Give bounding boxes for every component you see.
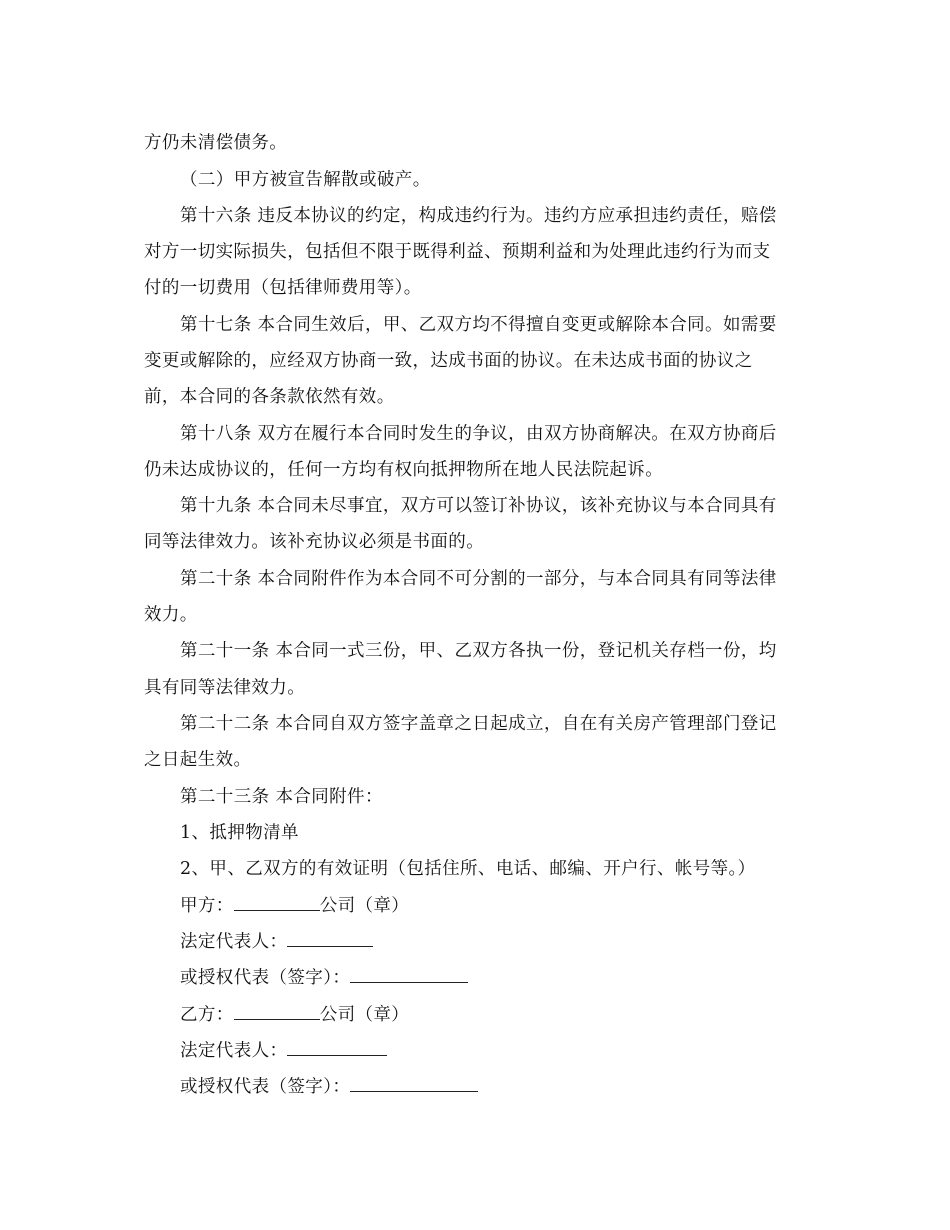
article-19: 第十九条 本合同未尽事宜，双方可以签订补协议，该补充协议与本合同具有: [180, 496, 777, 516]
party-a-suffix: 公司（章）: [319, 896, 410, 916]
article-16: 第十六条 违反本协议的约定，构成违约行为。违约方应承担违约责任，赔偿: [180, 206, 777, 226]
party-b-rep-label: 法定代表人：: [180, 1041, 288, 1061]
text-line: （二）甲方被宣告解散或破产。: [180, 170, 431, 190]
article-23: 第二十三条 本合同附件：: [180, 787, 383, 807]
party-a-rep-label: 法定代表人：: [180, 932, 288, 952]
text-line: 具有同等法律效力。: [144, 678, 306, 698]
party-a-rep-blank[interactable]: [287, 930, 373, 947]
text-line: 之日起生效。: [144, 750, 252, 770]
article-17: 第十七条 本合同生效后，甲、乙双方均不得擅自变更或解除本合同。如需要: [180, 315, 777, 335]
party-a-auth-label: 或授权代表（签字）：: [180, 968, 351, 988]
party-a-auth-line: [180, 966, 468, 990]
party-b-rep-line: [180, 1039, 387, 1063]
article-18: 第十八条 双方在履行本合同时发生的争议，由双方协商解决。在双方协商后: [180, 424, 777, 444]
attachment-item-2: 2、甲、乙双方的有效证明（包括住所、电话、邮编、开户行、帐号等。）: [180, 859, 756, 879]
party-b-rep-blank[interactable]: [287, 1039, 387, 1056]
party-a-auth-blank[interactable]: [350, 966, 468, 983]
party-b-name-blank[interactable]: [234, 1003, 320, 1020]
party-b-auth-line: [180, 1075, 478, 1099]
party-b-label: 乙方：: [180, 1005, 234, 1025]
text-line: 变更或解除的，应经双方协商一致，达成书面的协议。在未达成书面的协议之: [144, 351, 753, 371]
party-b-suffix: 公司（章）: [319, 1005, 410, 1025]
text-line: 对方一切实际损失，包括但不限于既得利益、预期利益和为处理此违约行为而支: [144, 242, 771, 262]
party-a-name-blank[interactable]: [234, 894, 320, 911]
text-line: 同等法律效力。该补充协议必须是书面的。: [144, 532, 485, 552]
text-line: 付的一切费用（包括律师费用等）。: [144, 278, 422, 298]
attachment-item-1: 1、抵押物清单: [180, 823, 299, 843]
text-line: 仍未达成协议的，任何一方均有权向抵押物所在地人民法院起诉。: [144, 460, 664, 480]
party-b-auth-blank[interactable]: [350, 1075, 478, 1092]
party-a-label: 甲方：: [180, 896, 234, 916]
article-22: 第二十二条 本合同自双方签字盖章之日起成立，自在有关房产管理部门登记: [180, 714, 777, 734]
text-line: 效力。: [144, 605, 198, 625]
party-b-auth-label: 或授权代表（签字）：: [180, 1077, 351, 1097]
article-20: 第二十条 本合同附件作为本合同不可分割的一部分，与本合同具有同等法律: [180, 569, 777, 589]
party-a-rep-line: [180, 930, 373, 954]
text-line: 前，本合同的各条款依然有效。: [144, 387, 395, 407]
text-line: 方仍未清偿债务。: [144, 133, 288, 153]
party-b-line: [180, 1003, 409, 1027]
party-a-line: [180, 894, 409, 918]
article-21: 第二十一条 本合同一式三份，甲、乙双方各执一份，登记机关存档一份，均: [180, 641, 777, 661]
